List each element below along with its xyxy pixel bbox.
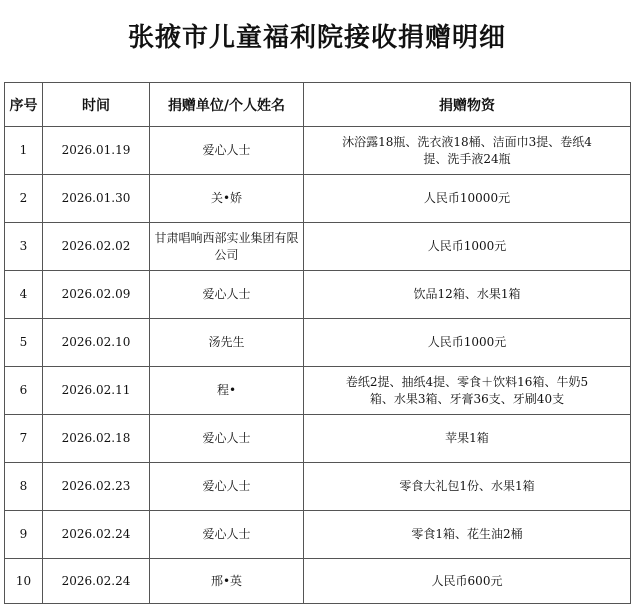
page-title: 张掖市儿童福利院接收捐赠明细 xyxy=(127,23,506,53)
cell-no: 2 xyxy=(5,175,43,223)
header-date: 时间 xyxy=(43,83,150,127)
cell-donor: 程• xyxy=(150,367,304,415)
cell-no: 8 xyxy=(5,463,43,511)
cell-no: 1 xyxy=(5,127,43,175)
cell-no: 9 xyxy=(5,511,43,559)
cell-no: 4 xyxy=(5,271,43,319)
cell-date: 2026.02.24 xyxy=(43,559,150,604)
table-row xyxy=(5,175,631,223)
cell-date: 2026.02.09 xyxy=(43,271,150,319)
table-row xyxy=(5,463,631,511)
table-row xyxy=(5,415,631,463)
cell-items-text: 零食1箱、花生油2桶 xyxy=(411,527,523,541)
cell-date: 2026.02.02 xyxy=(43,223,150,271)
table-row xyxy=(5,223,631,271)
cell-items xyxy=(304,271,631,319)
cell-donor: 关•娇 xyxy=(150,175,304,223)
cell-date: 2026.01.30 xyxy=(43,175,150,223)
cell-items xyxy=(304,127,631,175)
cell-no: 3 xyxy=(5,223,43,271)
cell-donor: 爱心人士 xyxy=(150,511,304,559)
cell-items-text: 饮品12箱、水果1箱 xyxy=(413,287,521,301)
cell-date: 2026.02.18 xyxy=(43,415,150,463)
table-header-row xyxy=(5,83,631,127)
cell-donor: 爱心人士 xyxy=(150,415,304,463)
cell-date: 2026.02.11 xyxy=(43,367,150,415)
table-row xyxy=(5,271,631,319)
table-row xyxy=(5,127,631,175)
cell-items xyxy=(304,367,631,415)
header-items: 捐赠物资 xyxy=(304,83,631,127)
table-row xyxy=(5,367,631,415)
cell-items-text: 人民币10000元 xyxy=(423,191,511,205)
cell-items-text: 卷纸2提、抽纸4提、零食＋饮料16箱、牛奶5箱、水果3箱、牙膏36支、牙刷40支 xyxy=(345,374,589,406)
cell-items-text: 人民币1000元 xyxy=(427,335,507,349)
donation-table xyxy=(4,82,631,604)
cell-no: 5 xyxy=(5,319,43,367)
cell-items xyxy=(304,223,631,271)
cell-donor: 爱心人士 xyxy=(150,271,304,319)
cell-date: 2026.01.19 xyxy=(43,127,150,175)
table-row xyxy=(5,319,631,367)
cell-items-text: 苹果1箱 xyxy=(445,431,489,445)
cell-items-text: 沐浴露18瓶、洗衣液18桶、洁面巾3提、卷纸4提、洗手液24瓶 xyxy=(342,134,592,166)
cell-date: 2026.02.10 xyxy=(43,319,150,367)
cell-date: 2026.02.23 xyxy=(43,463,150,511)
cell-items xyxy=(304,559,631,604)
cell-donor: 甘肃唱响西部实业集团有限公司 xyxy=(150,223,304,271)
table-row xyxy=(5,559,631,604)
cell-items-text: 零食大礼包1份、水果1箱 xyxy=(399,479,535,493)
cell-no: 10 xyxy=(5,559,43,604)
cell-items xyxy=(304,463,631,511)
cell-items xyxy=(304,319,631,367)
cell-items-text: 人民币1000元 xyxy=(427,239,507,253)
cell-donor: 邢•英 xyxy=(150,559,304,604)
cell-date: 2026.02.24 xyxy=(43,511,150,559)
cell-items xyxy=(304,175,631,223)
cell-items xyxy=(304,511,631,559)
cell-no: 6 xyxy=(5,367,43,415)
cell-donor: 爱心人士 xyxy=(150,127,304,175)
cell-items-text: 人民币600元 xyxy=(431,573,503,588)
header-donor: 捐赠单位/个人姓名 xyxy=(150,83,304,127)
table-row xyxy=(5,511,631,559)
header-no: 序号 xyxy=(5,83,43,127)
cell-no: 7 xyxy=(5,415,43,463)
cell-donor: 汤先生 xyxy=(150,319,304,367)
cell-items xyxy=(304,415,631,463)
cell-donor: 爱心人士 xyxy=(150,463,304,511)
